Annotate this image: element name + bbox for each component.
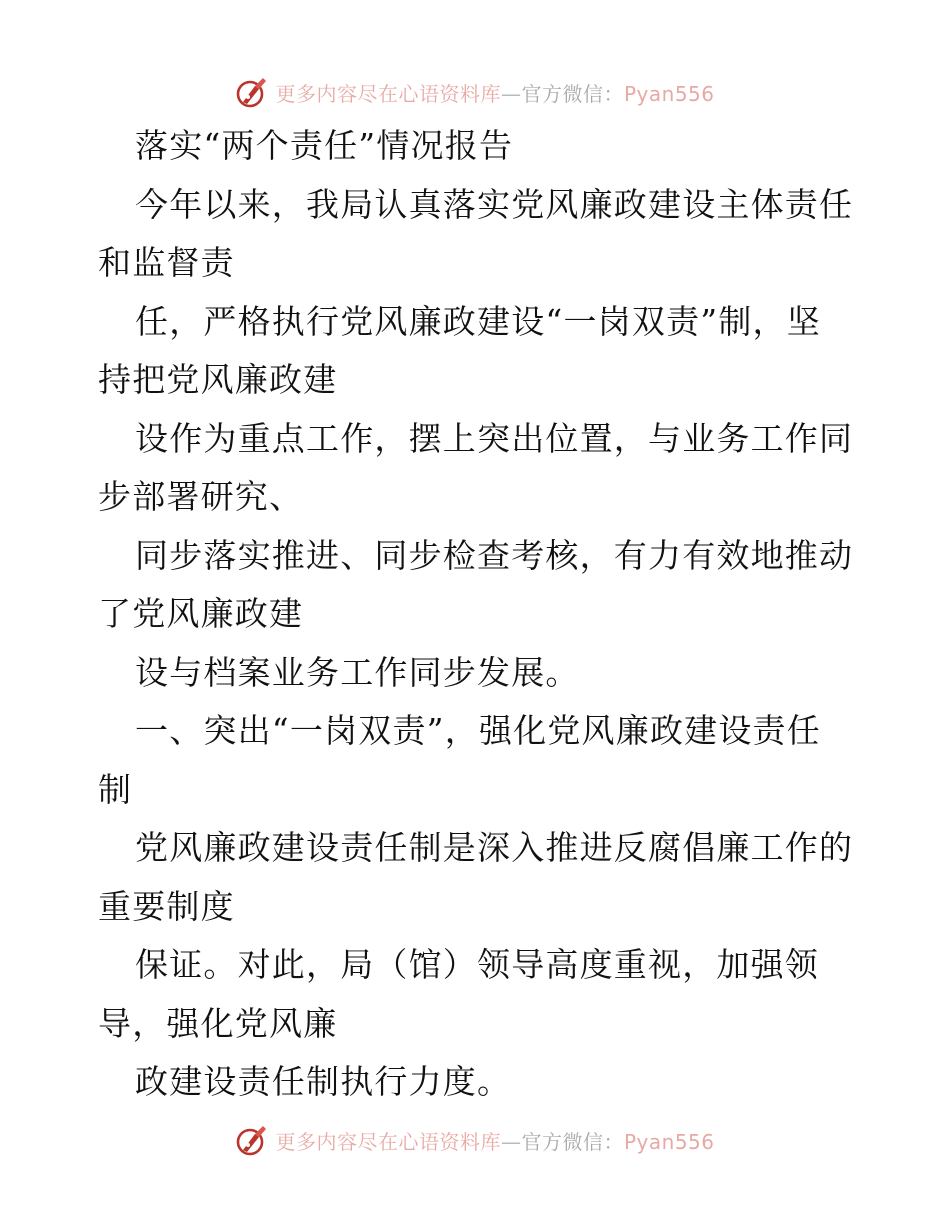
- text-line: 党风廉政建设责任制是深入推进反腐倡廉工作的: [135, 828, 854, 867]
- logo-pen-icon: [235, 1123, 269, 1157]
- text-line: 和监督责: [98, 243, 235, 282]
- text-line: 同步落实推进、同步检查考核，有力有效地推动: [135, 535, 854, 575]
- text-line: 任，严格执行党风廉政建设“一岗双责”制，坚: [135, 301, 821, 341]
- banner-wechat-id: Pyan556: [623, 81, 715, 106]
- banner-wechat-id: Pyan556: [623, 1129, 715, 1154]
- footer-watermark-banner: [0, 1118, 950, 1162]
- banner-separator: —: [500, 81, 522, 106]
- document-title: 落实“两个责任”情况报告: [135, 126, 514, 165]
- text-line: 持把党风廉政建: [98, 360, 338, 399]
- banner-separator: —: [500, 1129, 522, 1154]
- banner-text: [275, 78, 714, 107]
- logo-pen-icon: [235, 75, 269, 109]
- document-body: [98, 117, 858, 1112]
- banner-text: [275, 1126, 714, 1155]
- text-line: 保证。对此，局（馆）领导高度重视，加强领: [135, 945, 819, 984]
- text-line: 导，强化党风廉: [98, 1003, 338, 1043]
- banner-wechat-label: 官方微信：: [521, 81, 624, 106]
- text-line: 设作为重点工作，摆上突出位置，与业务工作同: [135, 418, 854, 458]
- banner-main: 更多内容尽在心语资料库: [275, 81, 501, 106]
- text-line: 制: [98, 769, 133, 809]
- section-heading: 一、突出“一岗双责”，强化党风廉政建设责任: [135, 711, 821, 750]
- text-line: 政建设责任制执行力度。: [135, 1062, 512, 1101]
- header-watermark-banner: [0, 70, 950, 114]
- text-line: 重要制度: [98, 886, 235, 926]
- text-line: 了党风廉政建: [98, 594, 304, 633]
- text-line: 步部署研究、: [98, 477, 304, 516]
- text-line: 今年以来，我局认真落实党风廉政建设主体责任: [135, 184, 854, 224]
- banner-wechat-label: 官方微信：: [521, 1129, 624, 1154]
- banner-main: 更多内容尽在心语资料库: [275, 1129, 501, 1154]
- text-line: 设与档案业务工作同步发展。: [135, 652, 580, 692]
